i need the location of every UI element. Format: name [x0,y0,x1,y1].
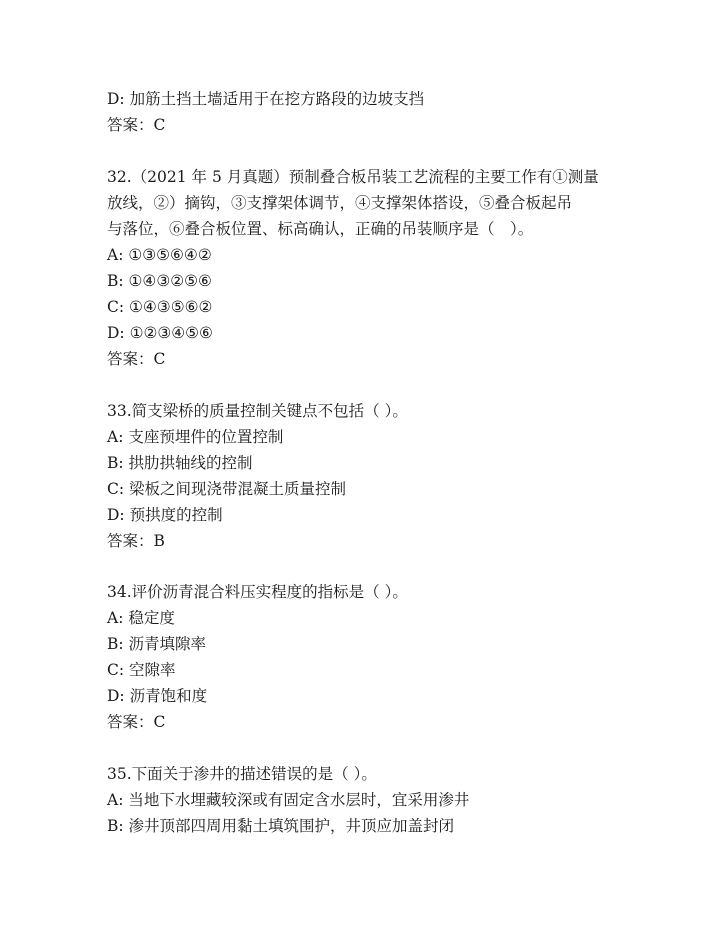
option-d-q32: D: ①②③④⑤⑥ [107,324,213,342]
question-32-line-3: 与落位，⑥叠合板位置、标高确认，正确的吊装顺序是（ ）。 [107,220,534,238]
option-c-q32: C: ①④③⑤⑥② [107,298,213,316]
option-d-q33: D: 预拱度的控制 [107,506,223,524]
answer-q31: 答案：C [107,116,166,134]
option-b-q35: B: 渗井顶部四周用黏土填筑围护，井顶应加盖封闭 [107,817,455,835]
question-32-line-2: 放线，②）摘钩，③支撑架体调节，④支撑架体搭设，⑤叠合板起吊 [107,194,573,212]
option-a-q35: A: 当地下水埋藏较深或有固定含水层时，宜采用渗井 [107,791,470,809]
option-a-q33: A: 支座预埋件的位置控制 [107,428,284,446]
question-32-line-1: 32.（2021 年 5 月真题）预制叠合板吊装工艺流程的主要工作有①测量 [107,168,599,186]
question-35: 35.下面关于渗井的描述错误的是（ ）。 [107,765,377,783]
option-b-q33: B: 拱肋拱轴线的控制 [107,454,253,472]
answer-q32: 答案：C [107,350,166,368]
option-a-q34: A: 稳定度 [107,609,175,627]
option-b-q34: B: 沥青填隙率 [107,635,207,653]
option-d-q31: D: 加筋土挡土墙适用于在挖方路段的边坡支挡 [107,90,425,108]
option-a-q32: A: ①③⑤⑥④② [107,246,212,264]
option-c-q34: C: 空隙率 [107,661,176,679]
answer-q33: 答案：B [107,532,165,550]
option-b-q32: B: ①④③②⑤⑥ [107,272,212,290]
option-d-q34: D: 沥青饱和度 [107,687,208,705]
option-c-q33: C: 梁板之间现浇带混凝土质量控制 [107,480,347,498]
question-34: 34.评价沥青混合料压实程度的指标是（ ）。 [107,583,408,601]
answer-q34: 答案：C [107,713,166,731]
question-33: 33.简支梁桥的质量控制关键点不包括（ ）。 [107,402,408,420]
